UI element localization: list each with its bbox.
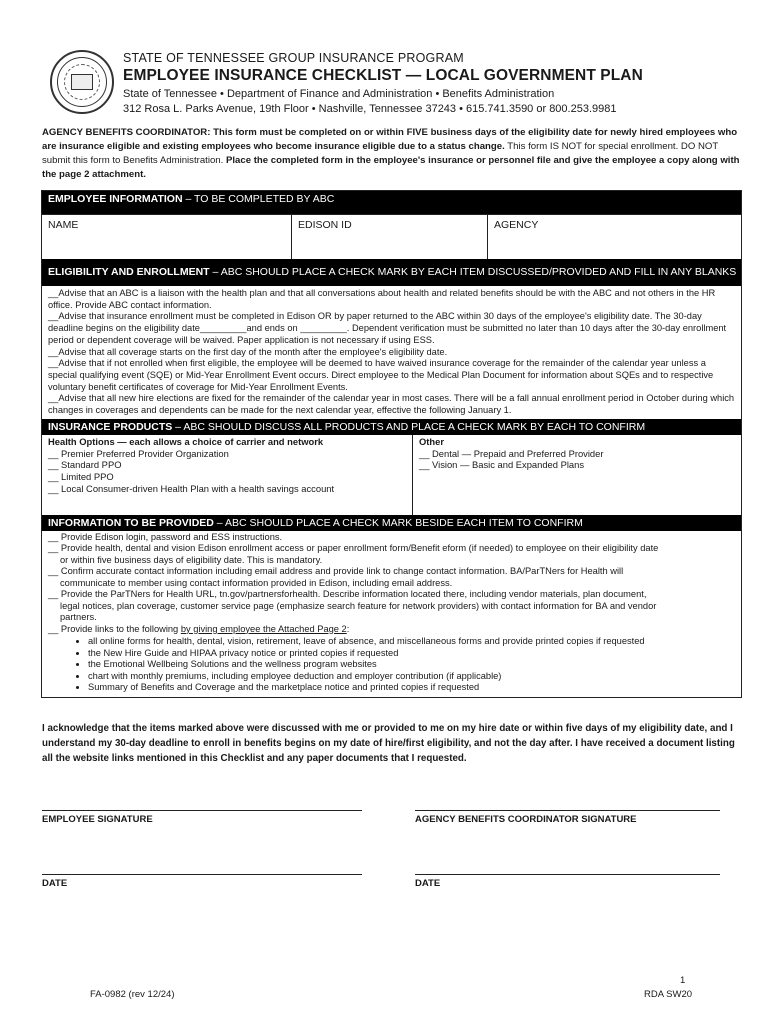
eligibility-title: ELIGIBILITY AND ENROLLMENT	[48, 266, 210, 278]
date-label: DATE	[42, 878, 68, 889]
employee-signature-block[interactable]	[42, 810, 362, 825]
attached-page-link[interactable]: by giving employee the Attached Page 2	[180, 623, 347, 634]
employee-date-block[interactable]	[42, 874, 362, 889]
eligibility-item: __Advise that all new hire elections are fixed for the remainder of the calendar year in most cases. There will be a fall annual enrollment period in October during which changes in coverages and dependents can be made for the next calendar year, effective the following January 1.	[48, 393, 735, 416]
signature-line	[42, 810, 362, 811]
link-item: • the New Hire Guide and HIPAA privacy notice or printed copies if requested	[88, 648, 735, 660]
info-item-cont: partners.	[60, 612, 97, 623]
other-options-heading: Other	[419, 435, 445, 447]
info-item-cont: communicate to member using contact information provided in Edison, including email address.	[60, 577, 453, 588]
employee-info-title: EMPLOYEE INFORMATION	[48, 193, 183, 205]
abc-signature-block[interactable]	[415, 810, 720, 825]
date-line	[42, 874, 362, 875]
info-item	[48, 624, 735, 636]
link-item: • chart with monthly premiums, including employee deduction and employer contribution (if applicable)	[88, 671, 735, 683]
agency-label: AGENCY	[494, 219, 539, 231]
info-item-cont: or within five business days of eligibility date. This is mandatory.	[60, 554, 323, 565]
rda-code: RDA SW20	[644, 989, 693, 1000]
agency-field[interactable]	[488, 215, 741, 259]
eligibility-item: __Advise that if not enrolled when first eligible, the employee will be deemed to have waived insurance coverage for the remainder of the calendar year unless a special qualifying event (SQE) or Mid-Year Enrollment Event occurs. Direct employee to the Medical Plan Document for information about SQEs and to respective voluntary benefit certificates of coverage for Mid-Year Enrollment Events.	[48, 358, 714, 392]
health-option-item: __ Local Consumer-driven Health Plan with a health savings account	[48, 482, 335, 494]
acknowledgement-text: I acknowledge that the items marked above were discussed with me or provided to me on my hire date or within five days of my eligibility date, and I understand my 30-day deadline to enroll in benefits begins on my date of hire/first eligibility, and not the day after. I have received a document listing all the website links mentioned in this Checklist and any paper documents that I requested.	[42, 723, 735, 764]
program-name: STATE OF TENNESSEE GROUP INSURANCE PROGRAM	[123, 51, 464, 65]
name-label: NAME	[48, 219, 79, 231]
info-list	[42, 531, 741, 697]
edison-id-label: EDISON ID	[298, 219, 352, 231]
state-seal-icon	[50, 50, 114, 114]
intro-lead: AGENCY BENEFITS COORDINATOR: This form must be completed on or within FIVE business days of the eligibility date for newly hired employees who are insurance eligible and existing employees who become insurance eligible due to a status change.	[42, 127, 738, 152]
info-item-cont: legal notices, plan coverage, customer service page (emphasize search feature for network providers) with contact information for BA and vendor	[60, 600, 657, 611]
eligibility-item: __Advise that all coverage starts on the first day of the month after the employee's eligibility date.	[48, 346, 448, 357]
form-title: EMPLOYEE INSURANCE CHECKLIST — LOCAL GOVERNMENT PLAN	[123, 67, 643, 84]
info-item: __ Confirm accurate contact information including email address and provide link to change contact information. BA/ParTNers for Health will	[48, 566, 624, 577]
abc-signature-label: AGENCY BENEFITS COORDINATOR SIGNATURE	[415, 814, 637, 825]
link-item: • all online forms for health, dental, vision, retirement, leave of absence, and miscellaneous forms and provide printed copies if requested	[88, 636, 735, 648]
health-options-heading: Health Options — each allows a choice of carrier and network	[48, 435, 324, 447]
eligibility-bar	[42, 259, 741, 286]
info-title: INFORMATION TO BE PROVIDED	[48, 516, 214, 529]
employee-info-row	[42, 214, 741, 259]
address-line: 312 Rosa L. Parks Avenue, 19th Floor • Nashville, Tennessee 37243 • 615.741.3590 or 800.253.9981	[123, 103, 617, 115]
products-table	[42, 435, 741, 515]
edison-id-field[interactable]	[292, 215, 488, 259]
info-item: __ Provide Edison login, password and ESS instructions.	[48, 531, 283, 542]
eligibility-note: – ABC SHOULD PLACE A CHECK MARK BY EACH ITEM DISCUSSED/PROVIDED AND FILL IN ANY BLANKS	[209, 266, 737, 278]
products-note: – ABC SHOULD DISCUSS ALL PRODUCTS AND PLACE A CHECK MARK BY EACH TO CONFIRM	[172, 420, 646, 433]
info-links-post: :	[346, 623, 350, 634]
info-item: __ Provide health, dental and vision Edison enrollment access or paper enrollment form/Benefit eform (if needed) to employee on their eligibility date	[48, 543, 659, 554]
info-bar	[42, 515, 741, 531]
health-option-item: __ Standard PPO	[48, 459, 122, 471]
intro-tail: Place the completed form in the employee's insurance or personnel file and give the employee a copy along with the page 2 attachment.	[42, 155, 740, 180]
link-item: • the Emotional Wellbeing Solutions and the wellness program websites	[88, 659, 735, 671]
health-option-item: __ Limited PPO	[48, 471, 114, 483]
eligibility-item: __Advise that insurance enrollment must be completed in Edison OR by paper returned to the ABC within 30 days of the employee's eligibility date. The 30-day deadline begins on the eligibility date_________and ends on _________. Dependent verification must be submitted no later than 10 days after the 30-day enrollment period or dependent coverage will be waived. Paper application is not necessary if using ESS.	[48, 311, 727, 345]
date-line	[415, 874, 720, 875]
info-links-pre: __ Provide links to the following	[48, 623, 181, 634]
products-title: INSURANCE PRODUCTS	[48, 420, 173, 433]
employee-signature-label: EMPLOYEE SIGNATURE	[42, 814, 153, 825]
employee-info-bar	[42, 191, 741, 214]
department-line: State of Tennessee • Department of Finance and Administration • Benefits Administration	[123, 88, 555, 100]
header	[123, 50, 763, 115]
links-list	[48, 636, 735, 694]
health-options	[42, 435, 413, 515]
intro-mid: This form IS NOT for special enrollment. DO NOT submit this form to Benefits Administration.	[42, 141, 719, 166]
signature-line	[415, 810, 720, 811]
checklist-form	[41, 190, 742, 698]
other-option-item: __ Vision — Basic and Expanded Plans	[419, 459, 585, 471]
date-label: DATE	[415, 878, 441, 889]
other-options	[413, 435, 741, 515]
health-option-item: __ Premier Preferred Provider Organization	[48, 447, 229, 459]
eligibility-item: __Advise that an ABC is a liaison with the health plan and that all conversations about health and related benefits should be with the ABC and not others in the HR office. Provide ABC contact information.	[48, 288, 716, 310]
page-number: 1	[680, 975, 686, 986]
info-note: – ABC SHOULD PLACE A CHECK MARK BESIDE EACH ITEM TO CONFIRM	[213, 516, 583, 529]
eligibility-list	[42, 286, 741, 419]
intro-text	[42, 126, 742, 182]
products-bar	[42, 419, 741, 435]
other-option-item: __ Dental — Prepaid and Preferred Provider	[419, 447, 604, 459]
link-item: • Summary of Benefits and Coverage and the marketplace notice and printed copies if requested	[88, 682, 735, 694]
name-field[interactable]	[42, 215, 292, 259]
info-item: __ Provide the ParTNers for Health URL, tn.gov/partnersforhealth. Describe information located there, including vendor materials, plan document,	[48, 589, 647, 600]
abc-date-block[interactable]	[415, 874, 720, 889]
employee-info-note: – TO BE COMPLETED BY ABC	[182, 193, 335, 205]
form-id: FA-0982 (rev 12/24)	[90, 989, 175, 1000]
